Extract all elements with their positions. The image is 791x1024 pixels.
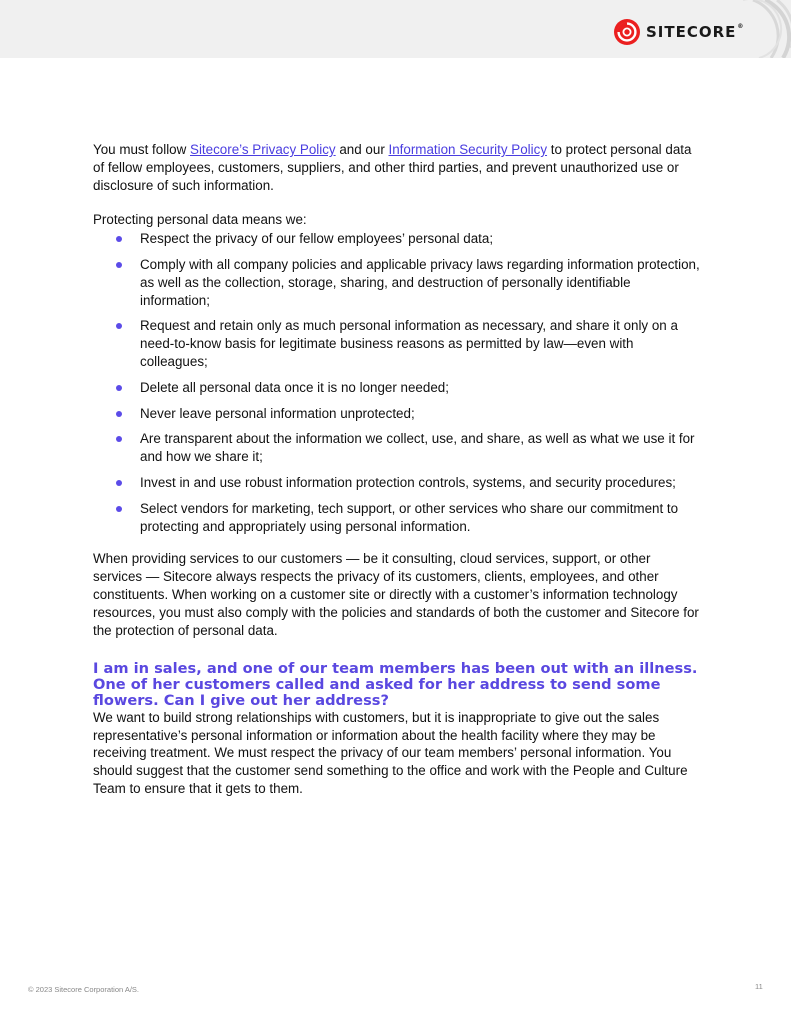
faq-answer: We want to build strong relationships with customers, but it is inappropriate to give out the sales representative’s personal information or information about the health facility where they may be receiving treatment. We must respect the privacy of our team members’ personal information. You should suggest that the customer send something to the office and work with the People and Culture Team to ensure that it gets to them. — [93, 709, 688, 796]
bullet-icon — [116, 236, 122, 242]
list-item: Delete all personal data once it is no longer needed; — [93, 379, 703, 397]
list-item: Invest in and use robust information protection controls, systems, and security procedures; — [93, 474, 703, 492]
list-item: Never leave personal information unprotected; — [93, 405, 703, 423]
bullet-icon — [116, 411, 122, 417]
logo-wordmark: SITECORE® — [646, 23, 745, 41]
bullet-icon — [116, 480, 122, 486]
copyright-footer: © 2023 Sitecore Corporation A/S. — [28, 985, 140, 994]
information-security-policy-link[interactable]: Information Security Policy — [388, 142, 548, 157]
bullet-icon — [116, 262, 122, 268]
list-item: Are transparent about the information we collect, use, and share, as well as what we use it for and how we share it; — [93, 430, 703, 466]
sitecore-logo-icon — [614, 19, 640, 45]
list-intro: Protecting personal data means we: — [93, 212, 307, 228]
page-number: 11 — [755, 982, 763, 991]
privacy-policy-link[interactable]: Sitecore’s Privacy Policy — [190, 142, 336, 157]
list-item: Comply with all company policies and applicable privacy laws regarding information protection, as well as the collection, storage, sharing, and destruction of personally identifiable information; — [93, 256, 703, 309]
bullet-icon — [116, 323, 122, 329]
bullet-icon — [116, 506, 122, 512]
list-item: Select vendors for marketing, tech support, or other services who share our commitment to protecting and appropriately using personal information. — [93, 500, 703, 536]
sitecore-logo — [614, 19, 744, 45]
intro-paragraph: You must follow Sitecore’s Privacy Policy and our Information Security Policy to protect personal data of fellow employees, customers, suppliers, and other third parties, and prevent unauthorized use or disclosure of such information. — [93, 142, 692, 193]
document-body — [93, 141, 703, 798]
privacy-commitments-list — [93, 230, 703, 535]
bullet-icon — [116, 436, 122, 442]
services-paragraph: When providing services to our customers — be it consulting, cloud services, support, or other services — Sitecore always respects the privacy of its customers, clients, employees, and other constituents. When working on a customer site or directly with a customer’s information technology resources, you must also comply with the policies and standards of both the customer and Sitecore for the protection of personal data. — [93, 551, 699, 638]
faq-question-heading: I am in sales, and one of our team members has been out with an illness. One of her customers called and asked for her address to send some flowers. Can I give out her address? — [93, 660, 698, 709]
page-header — [0, 0, 791, 58]
list-item: Respect the privacy of our fellow employees’ personal data; — [93, 230, 703, 248]
list-item: Request and retain only as much personal information as necessary, and share it only on a need-to-know basis for legitimate business reasons as permitted by law—even with colleagues; — [93, 317, 703, 370]
bullet-icon — [116, 385, 122, 391]
